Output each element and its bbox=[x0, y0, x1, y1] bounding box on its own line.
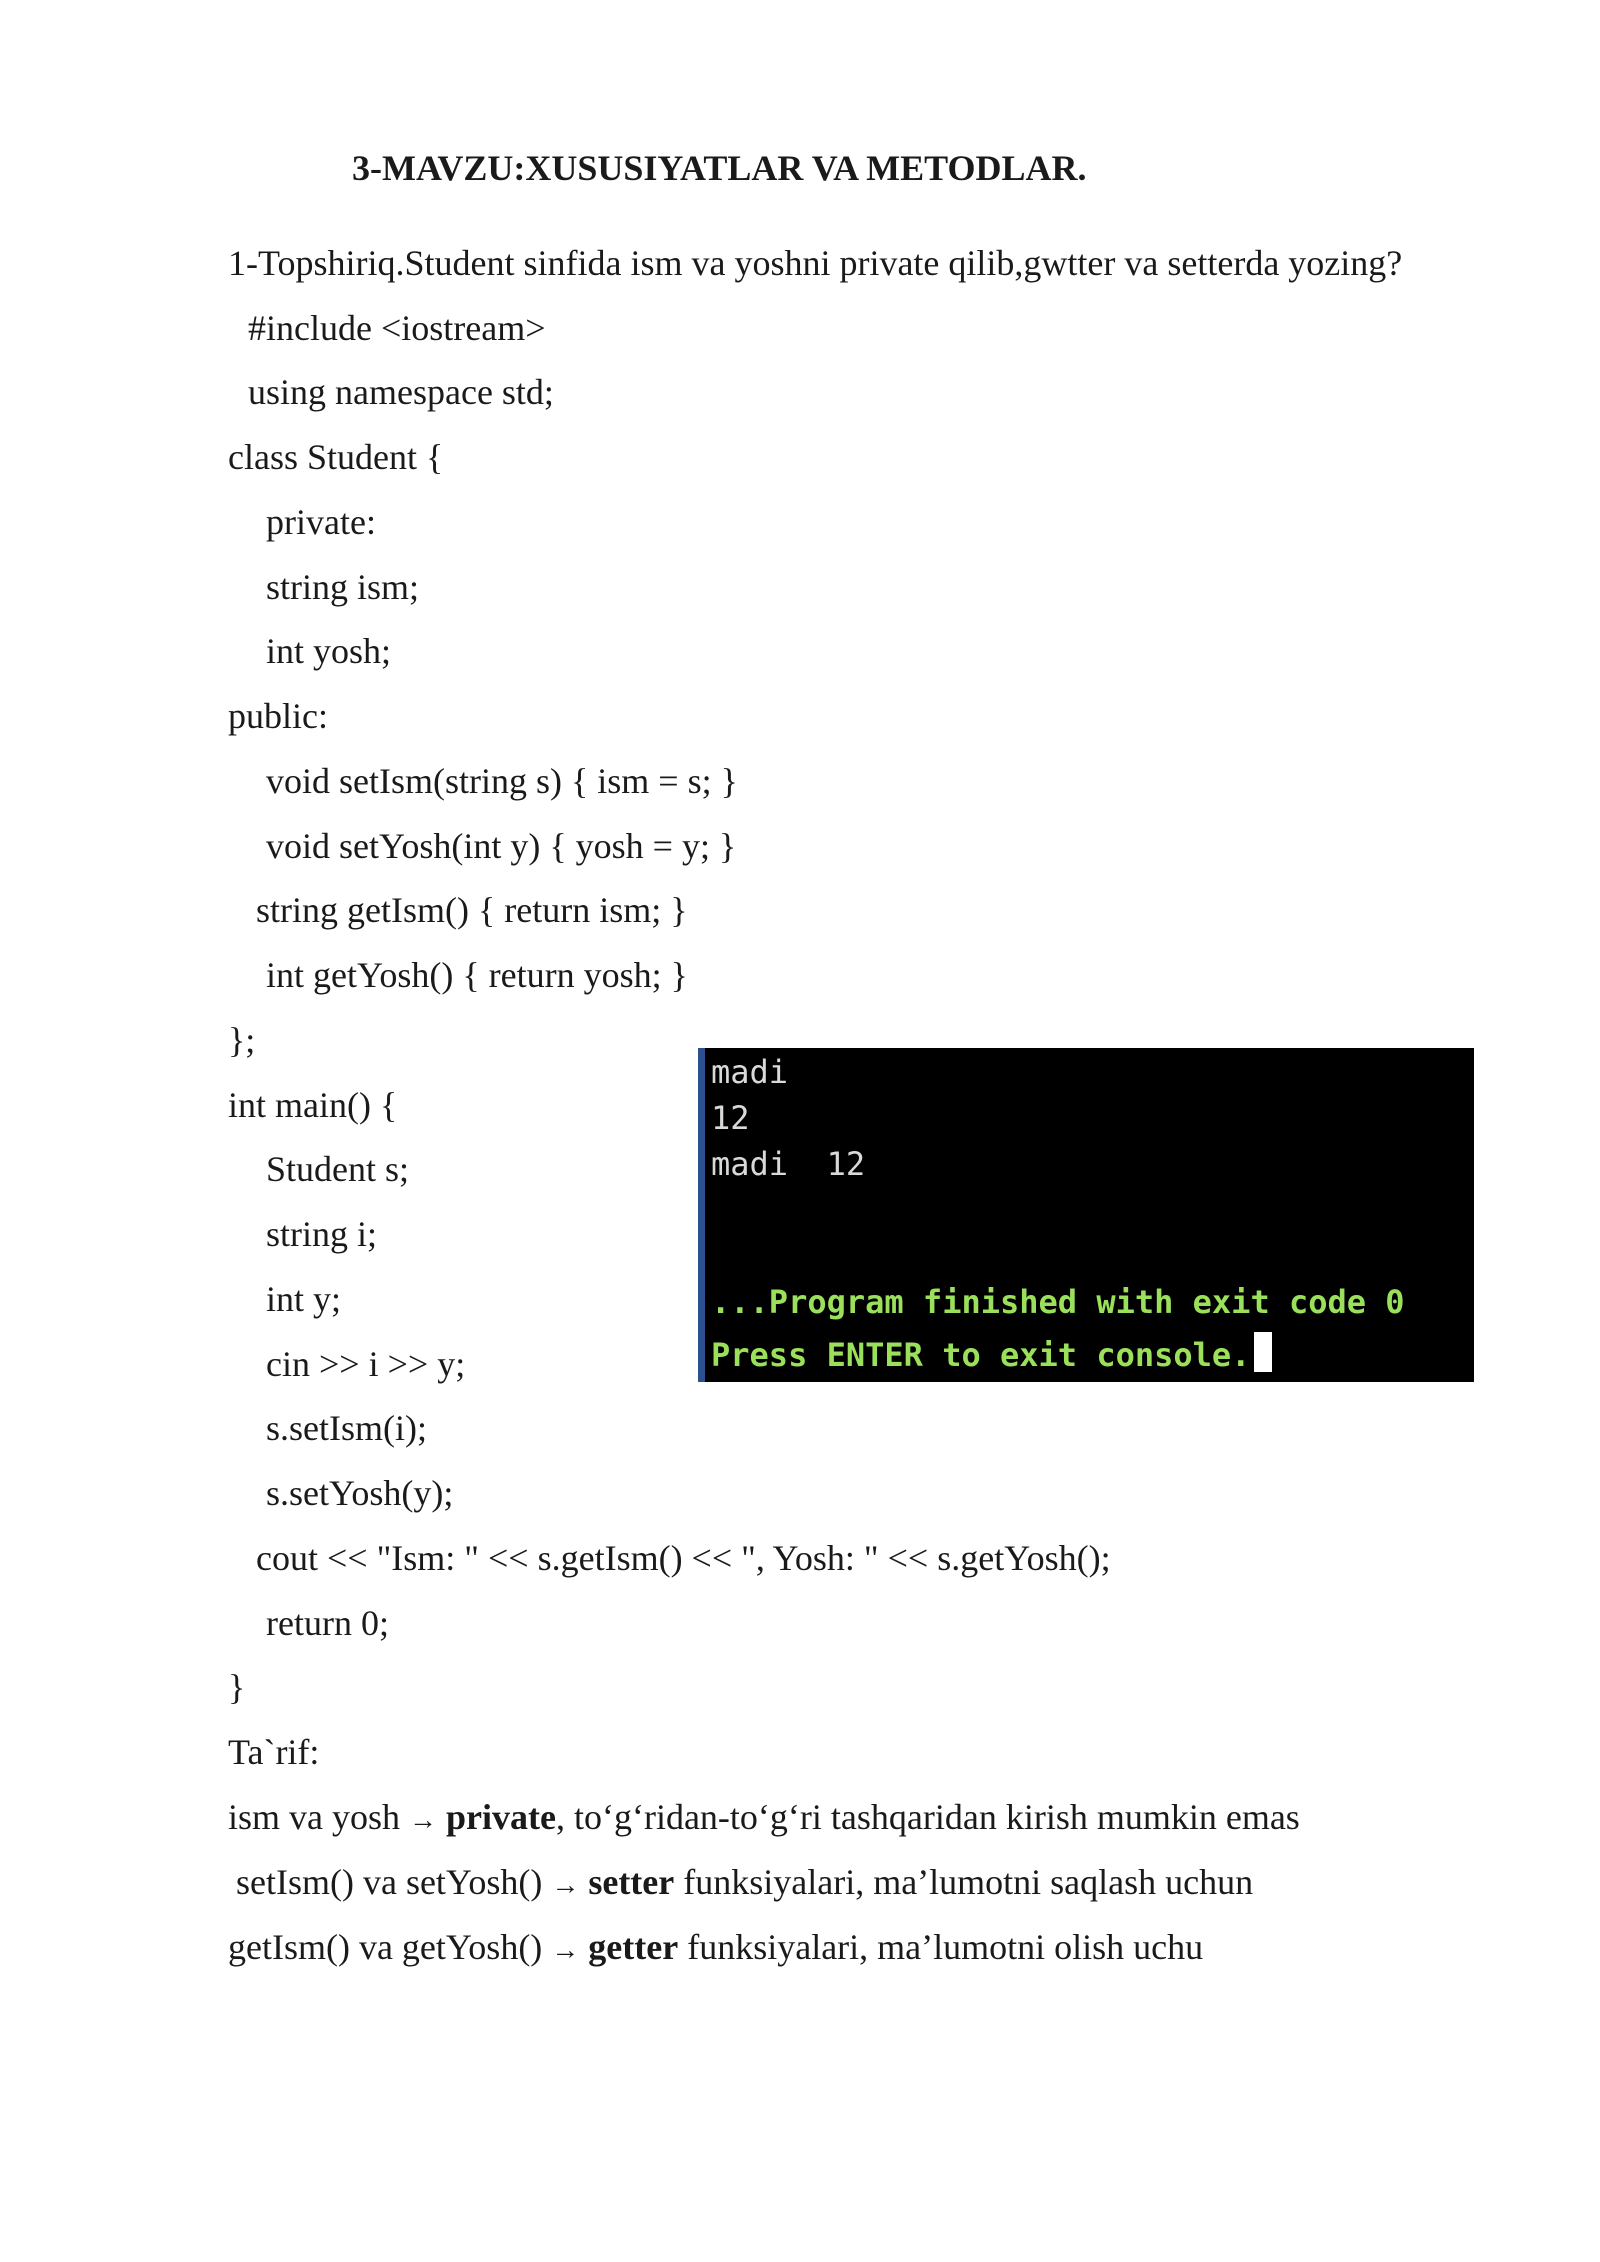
definition-text: funksiyalari, ma’lumotni olish uchu bbox=[678, 1927, 1204, 1967]
definition-text: , to‘g‘ridan-to‘g‘ri tashqaridan kirish mumkin emas bbox=[555, 1797, 1300, 1837]
code-line: int y; bbox=[266, 1279, 342, 1319]
console-output-screenshot bbox=[698, 1048, 1474, 1382]
cursor-block-icon bbox=[1254, 1332, 1272, 1372]
code-line: int main() { bbox=[228, 1085, 398, 1125]
code-line: }; bbox=[228, 1020, 256, 1060]
task-statement: 1-Topshiriq.Student sinfida ism va yoshni private qilib,gwtter va setterda yozing? bbox=[228, 243, 1403, 283]
code-line: } bbox=[228, 1667, 246, 1707]
definition-item bbox=[236, 1864, 1253, 1900]
code-line: string ism; bbox=[266, 567, 420, 607]
console-exit-prompt bbox=[711, 1332, 1272, 1372]
right-arrow-icon: → bbox=[551, 1870, 580, 1901]
code-line: int yosh; bbox=[266, 631, 392, 671]
code-line: public: bbox=[228, 696, 328, 736]
code-line: return 0; bbox=[266, 1603, 389, 1643]
code-line: #include <iostream> bbox=[248, 308, 546, 348]
definition-item bbox=[228, 1929, 1203, 1965]
definition-heading: Ta`rif: bbox=[228, 1732, 320, 1772]
code-line: s.setIsm(i); bbox=[266, 1408, 427, 1448]
definition-keyword: private bbox=[446, 1797, 556, 1837]
code-line: int getYosh() { return yosh; } bbox=[266, 955, 688, 995]
definition-subject: setIsm() va setYosh() bbox=[236, 1862, 543, 1902]
console-output-line: madi bbox=[711, 1053, 789, 1091]
code-line: class Student { bbox=[228, 437, 444, 477]
definition-keyword: getter bbox=[588, 1927, 679, 1967]
console-finish-message: ...Program finished with exit code 0 bbox=[711, 1283, 1405, 1321]
console-output-line: 12 bbox=[711, 1099, 750, 1137]
code-line: s.setYosh(y); bbox=[266, 1473, 454, 1513]
definition-subject: ism va yosh bbox=[228, 1797, 401, 1837]
page-title: 3-MAVZU:XUSUSIYATLAR VA METODLAR. bbox=[352, 148, 1087, 188]
code-line: string getIsm() { return ism; } bbox=[256, 890, 688, 930]
code-line: cout << "Ism: " << s.getIsm() << ", Yosh: " << s.getYosh(); bbox=[256, 1538, 1111, 1578]
code-line: Student s; bbox=[266, 1149, 410, 1189]
definition-keyword: setter bbox=[588, 1862, 675, 1902]
code-line: string i; bbox=[266, 1214, 378, 1254]
code-line: void setYosh(int y) { yosh = y; } bbox=[266, 826, 737, 866]
definition-item bbox=[228, 1799, 1300, 1835]
code-line: void setIsm(string s) { ism = s; } bbox=[266, 761, 738, 801]
code-line: cin >> i >> y; bbox=[266, 1344, 466, 1384]
right-arrow-icon: → bbox=[409, 1805, 438, 1836]
console-exit-prompt-text: Press ENTER to exit console. bbox=[711, 1336, 1251, 1374]
definition-text: funksiyalari, ma’lumotni saqlash uchun bbox=[674, 1862, 1254, 1902]
code-line: private: bbox=[266, 502, 376, 542]
definition-subject: getIsm() va getYosh() bbox=[228, 1927, 543, 1967]
code-line: using namespace std; bbox=[248, 372, 554, 412]
right-arrow-icon: → bbox=[551, 1935, 580, 1966]
console-output-line: madi 12 bbox=[711, 1145, 866, 1183]
